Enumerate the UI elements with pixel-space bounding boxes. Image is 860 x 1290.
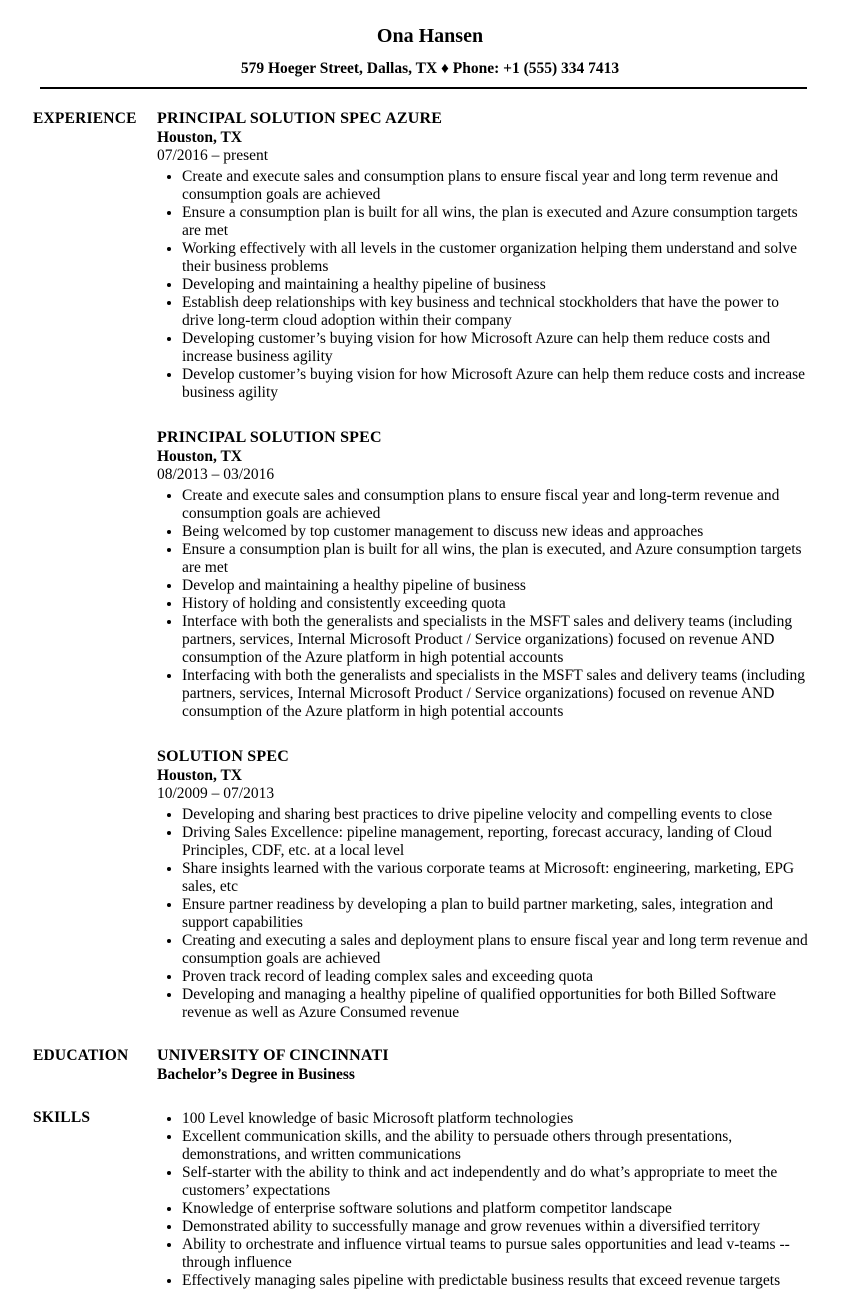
bullet-item: • Share insights learned with the various corporate teams at Microsoft: engineering, marketing, EPG sales, etc [182,860,808,896]
bullet-item: • Developing customer’s buying vision for how Microsoft Azure can help them reduce costs and increase business agility [182,330,808,366]
skills-bullet-list [157,1110,808,1290]
job-location: Houston, TX [157,448,242,465]
bullet-item: • Interface with both the generalists and specialists in the MSFT sales and delivery teams (including partners, services, Internal Microsoft Product / Service organizations) focused on revenue AND consumption of the Azure platform in high potential accounts [182,613,808,667]
resume-body [0,109,860,1290]
bullet-item: • Ability to orchestrate and influence virtual teams to pursue sales opportunities and lead v-teams -- through influence [182,1236,808,1272]
skills-content [157,1108,808,1290]
section-skills [0,1108,860,1290]
job-dates: 08/2013 – 03/2016 [157,466,275,483]
section-education [0,1046,860,1084]
bullet-item: • Self-starter with the ability to think and act independently and do what’s appropriate to meet the customers’ expectations [182,1164,808,1200]
bullet-item: • Establish deep relationships with key business and technical stockholders that have the power to drive long-term cloud adoption within their company [182,294,808,330]
resume-name: Ona Hansen [376,25,484,47]
header-divider [40,87,807,89]
bullet-item: • History of holding and consistently exceeding quota [182,595,808,613]
bullet-item: • Ensure a consumption plan is built for all wins, the plan is executed, and Azure consumption targets are met [182,541,808,577]
experience-content [157,109,808,1022]
bullet-item: • Interfacing with both the generalists and specialists in the MSFT sales and delivery teams (including partners, services, Internal Microsoft Product / Service organizations) focused on revenue AND consumption of the Azure platform in high potential accounts [182,667,808,721]
bullet-item: • Developing and sharing best practices to drive pipeline velocity and compelling events to close [182,806,808,824]
job-entry [157,747,808,1022]
job-bullet-list [157,487,808,721]
contact-line: 579 Hoeger Street, Dallas, TX ♦ Phone: +1 (555) 334 7413 [240,60,620,77]
bullet-item: • Proven track record of leading complex sales and exceeding quota [182,968,808,986]
education-school: UNIVERSITY OF CINCINNATI [157,1047,389,1064]
bullet-item: • Knowledge of enterprise software solutions and platform competitor landscape [182,1200,808,1218]
section-experience [0,109,860,1022]
job-title: SOLUTION SPEC [157,748,289,765]
bullet-item: • Developing and managing a healthy pipeline of qualified opportunities for both Billed Software revenue as well as Azure Consumed revenue [182,986,808,1022]
job-entry [157,428,808,721]
bullet-item: • Working effectively with all levels in the customer organization helping them understand and solve their business problems [182,240,808,276]
job-location: Houston, TX [157,129,242,146]
bullet-item: • Excellent communication skills, and the ability to persuade others through presentations, demonstrations, and written communications [182,1128,808,1164]
bullet-item: • Creating and executing a sales and deployment plans to ensure fiscal year and long term revenue and consumption goals are achieved [182,932,808,968]
education-degree: Bachelor’s Degree in Business [157,1066,355,1083]
job-title: PRINCIPAL SOLUTION SPEC AZURE [157,110,443,127]
bullet-item: • Ensure partner readiness by developing a plan to build partner marketing, sales, integration and support capabilities [182,896,808,932]
section-label-education: EDUCATION [33,1047,129,1064]
job-dates: 10/2009 – 07/2013 [157,785,275,802]
bullet-item: • 100 Level knowledge of basic Microsoft platform technologies [182,1110,808,1128]
section-label-experience: EXPERIENCE [33,110,137,127]
job-title: PRINCIPAL SOLUTION SPEC [157,429,382,446]
job-bullet-list [157,806,808,1022]
bullet-item: • Demonstrated ability to successfully manage and grow revenues within a diversified territory [182,1218,808,1236]
bullet-item: • Create and execute sales and consumption plans to ensure fiscal year and long term revenue and consumption goals are achieved [182,168,808,204]
job-entry [157,109,808,402]
bullet-item: • Being welcomed by top customer management to discuss new ideas and approaches [182,523,808,541]
bullet-item: • Effectively managing sales pipeline with predictable business results that exceed revenue targets [182,1272,808,1290]
bullet-item: • Develop customer’s buying vision for how Microsoft Azure can help them reduce costs and increase business agility [182,366,808,402]
job-bullet-list [157,168,808,402]
education-content [157,1046,808,1084]
section-label-skills: SKILLS [33,1109,91,1126]
bullet-item: • Create and execute sales and consumption plans to ensure fiscal year and long-term revenue and consumption goals are achieved [182,487,808,523]
job-dates: 07/2016 – present [157,147,269,164]
job-location: Houston, TX [157,767,242,784]
bullet-item: • Developing and maintaining a healthy pipeline of business [182,276,808,294]
bullet-item: • Develop and maintaining a healthy pipeline of business [182,577,808,595]
bullet-item: • Driving Sales Excellence: pipeline management, reporting, forecast accuracy, landing of Cloud Principles, CDF, etc. at a local level [182,824,808,860]
bullet-item: • Ensure a consumption plan is built for all wins, the plan is executed and Azure consumption targets are met [182,204,808,240]
resume-header [0,25,860,78]
